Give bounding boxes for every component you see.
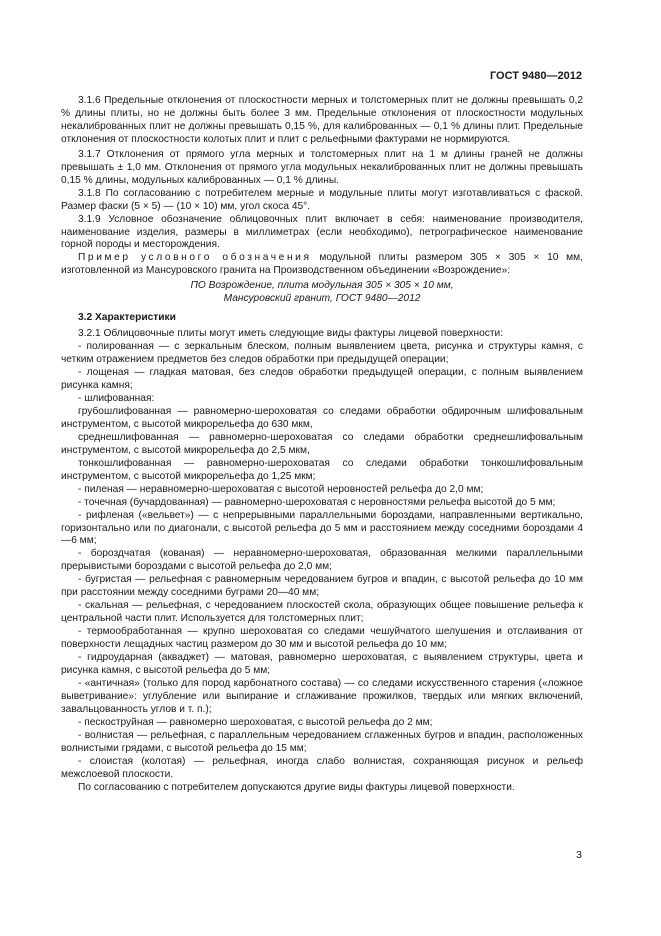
list-item: среднешлифованная — равномерно-шероховатая со следами обработки среднешлифовальным инструментом, с высотой микрорельефа до 2,5 мкм, xyxy=(61,431,583,456)
list-item: - «античная» (только для пород карбонатного состава) — со следами искусственного старения («ложное выветривание»: углубление или выпирание и сглаживание прожилков, твердых или мягких включений, завальцованность углов и т. п.); xyxy=(61,677,583,715)
example-text: модульной плиты размером 305 × 305 × 10 мм, изготовленной из Мансуровского гранита на Производственном объединении «Возрождение»: xyxy=(61,252,583,277)
list-item: - шлифованная: xyxy=(78,392,155,404)
page-content xyxy=(61,95,583,795)
clause-3-1-6: 3.1.6 Предельные отклонения от плоскостности мерных и толстомерных плит не должны превышать 0,2 % длины плиты, но не должны быть более 3 мм. Предельные отклонения от плоскостности модульных некалиброванных плит не должны превышать 0,15 %, для калиброванных — 0,1 % длины плит. Предельные отклонения от плоскостности колотых плит и плит с рельефными фактурами не нормируются. xyxy=(61,95,583,145)
page-number: 3 xyxy=(576,849,582,861)
section-heading: 3.2 Характеристики xyxy=(78,312,176,324)
list-item: - полированная — с зеркальным блеском, полным выявлением цвета, рисунка и структуры камня, с четким отражением предметов без следов обработки при предыдущей операции; xyxy=(61,341,583,366)
list-item: - слоистая (колотая) — рельефная, иногда слабо волнистая, сохраняющая рисунок и рельеф межслоевой плоскости. xyxy=(61,755,583,780)
list-item: - точечная (бучардованная) — равномерно-шероховатая с неровностями рельефа высотой до 5 мм; xyxy=(78,496,556,508)
standard-header: ГОСТ 9480—2012 xyxy=(489,70,582,82)
list-item: - термообработанная — крупно шероховатая со следами чешуйчатого шелушения и отслаивания от поверхности лещадных частиц размером до 30 мм и высотой рельефа до 10 мм; xyxy=(61,626,583,651)
closing-paragraph: По согласованию с потребителем допускаются другие виды фактуры лицевой поверхности. xyxy=(78,781,515,793)
clause-3-1-8: 3.1.8 По согласованию с потребителем мерные и модульные плиты могут изготавливаться с фаской. Размер фаски (5 × 5) — (10 × 10) мм, угол скоса 45°. xyxy=(61,187,583,212)
list-item: - лощеная — гладкая матовая, без следов обработки предыдущей операции, с полным выявлением рисунка камня; xyxy=(61,367,583,392)
list-item: - бугристая — рельефная с равномерным чередованием бугров и впадин, с высотой рельефа до 10 мм при расстоянии между соседними буграми 20—40 мм; xyxy=(61,574,583,599)
example-designation-line-2: Мансуровский гранит, ГОСТ 9480—2012 xyxy=(223,293,421,305)
list-item: - скальная — рельефная, с чередованием плоскостей скола, образующих общее повышение рельефа к центральной части плит. Используется для толстомерных плит; xyxy=(61,600,583,625)
list-item: - гидроударная (акваджет) — матовая, равномерно шероховатая, с выявлением структуры, цвета и рисунка камня, с высотой рельефа до 5 мм; xyxy=(61,652,583,676)
list-item: - бороздчатая (кованая) — неравномерно-шероховатая, образованная мелкими параллельными прерывистыми бороздами с высотой рельефа до 2,0 мм; xyxy=(61,548,583,573)
example-designation-line-1: ПО Возрождение, плита модульная 305 × 305 × 10 мм, xyxy=(190,280,454,292)
clause-3-2-1: 3.2.1 Облицовочные плиты могут иметь следующие виды фактуры лицевой поверхности: xyxy=(78,328,504,340)
list-item: - рифленая («вельвет») — с непрерывными параллельными бороздами, направленными вертикально, горизонтально или по диагонали, с высотой рельефа до 5 мм и расстоянием между соседними бороздами 4—6 мм; xyxy=(61,509,583,547)
example-label: Пример условного обозначения xyxy=(78,252,312,264)
list-item: - пескоструйная — равномерно шероховатая, с высотой рельефа до 2 мм; xyxy=(78,716,433,728)
clause-3-1-9: 3.1.9 Условное обозначение облицовочных плит включает в себя: наименование производителя, наименование изделия, размеры в миллиметрах (если необходимо), петрографическое наименование горной породы и месторождения. xyxy=(61,213,583,251)
list-item: - волнистая — рельефная, с параллельным чередованием сглаженных бугров и впадин, расположенных волнистыми грядами, с высотой рельефа до 15 мм; xyxy=(61,729,583,754)
list-item: грубошлифованная — равномерно-шероховатая со следами обработки обдирочным шлифовальным инструментом, с высотой микрорельефа до 630 мкм, xyxy=(61,405,583,430)
list-item: - пиленая — неравномерно-шероховатая с высотой неровностей рельефа до 2,0 мм; xyxy=(78,483,484,495)
list-item: тонкошлифованная — равномерно-шероховатая со следами обработки тонкошлифовальным инструментом, с высотой микрорельефа до 1,25 мкм; xyxy=(61,457,583,482)
example-paragraph xyxy=(61,252,583,278)
clause-3-1-7: 3.1.7 Отклонения от прямого угла мерных и толстомерных плит на 1 м длины граней не должны превышать ± 1,0 мм. Отклонения от прямого угла модульных некалиброванных плит не должны превышать 0,15 % длины, модульных калиброванных — 0,1 % длины. xyxy=(61,148,583,186)
